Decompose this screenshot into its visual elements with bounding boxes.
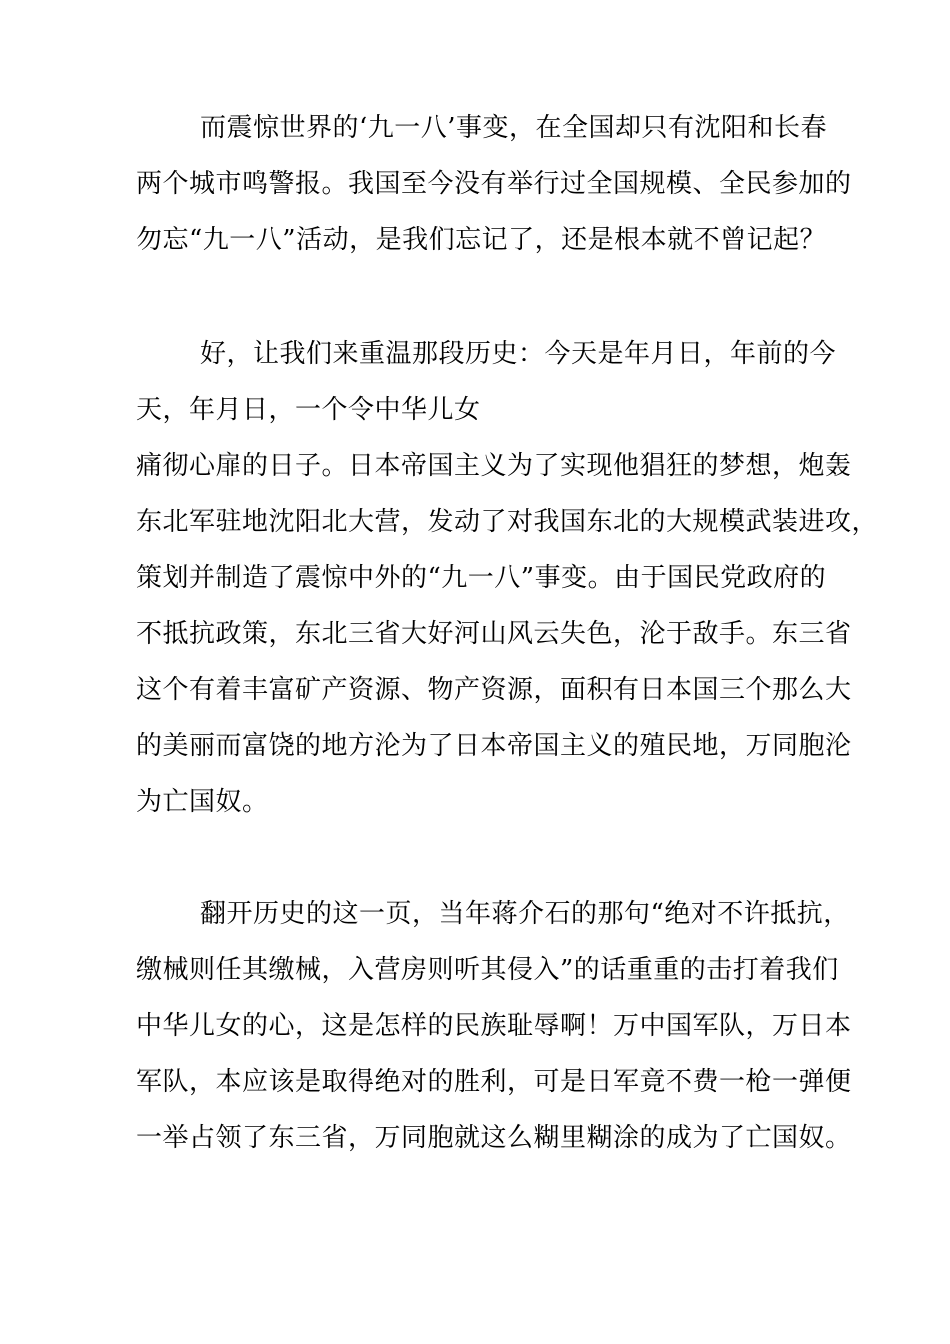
paragraph-2-line-5: 策划并制造了震惊中外的“九一八”事变。由于国民党政府的: [136, 563, 827, 593]
paragraph-2-line-1: 好，让我们来重温那段历史：今天是年月日，年前的今: [200, 339, 837, 369]
paragraph-2-line-9: 为亡国奴。: [136, 787, 269, 817]
paragraph-2-line-8: 的美丽而富饶的地方沦为了日本帝国主义的殖民地，万同胞沦: [136, 731, 852, 761]
paragraph-2-line-2: 天，年月日，一个令中华儿女: [136, 395, 481, 425]
paragraph-3-line-4: 军队，本应该是取得绝对的胜利，可是日军竟不费一枪一弹便: [136, 1067, 852, 1097]
paragraph-3-line-3: 中华儿女的心，这是怎样的民族耻辱啊！万中国军队，万日本: [136, 1011, 852, 1041]
paragraph-3-line-2: 缴械则任其缴械，入营房则听其侵入”的话重重的击打着我们: [136, 955, 839, 985]
paragraph-1-line-2: 两个城市鸣警报。我国至今没有举行过全国规模、全民参加的: [136, 169, 852, 199]
paragraph-3-line-1: 翻开历史的这一页，当年蒋介石的那句“绝对不许抵抗，: [200, 899, 850, 929]
paragraph-2-line-3: 痛彻心扉的日子。日本帝国主义为了实现他猖狂的梦想，炮轰: [136, 451, 852, 481]
paragraph-2-line-4: 东北军驻地沈阳北大营，发动了对我国东北的大规模武装进攻，: [136, 507, 879, 537]
paragraph-1-line-3: 勿忘“九一八”活动，是我们忘记了，还是根本就不曾记起？: [136, 225, 827, 255]
paragraph-1-line-1: 而震惊世界的‘九一八’事变，在全国却只有沈阳和长春: [200, 113, 828, 143]
paragraph-2-line-7: 这个有着丰富矿产资源、物产资源，面积有日本国三个那么大: [136, 675, 852, 705]
paragraph-2-line-6: 不抵抗政策，东北三省大好河山风云失色，沦于敌手。东三省: [136, 619, 852, 649]
paragraph-3-line-5: 一举占领了东三省，万同胞就这么糊里糊涂的成为了亡国奴。: [136, 1123, 852, 1153]
